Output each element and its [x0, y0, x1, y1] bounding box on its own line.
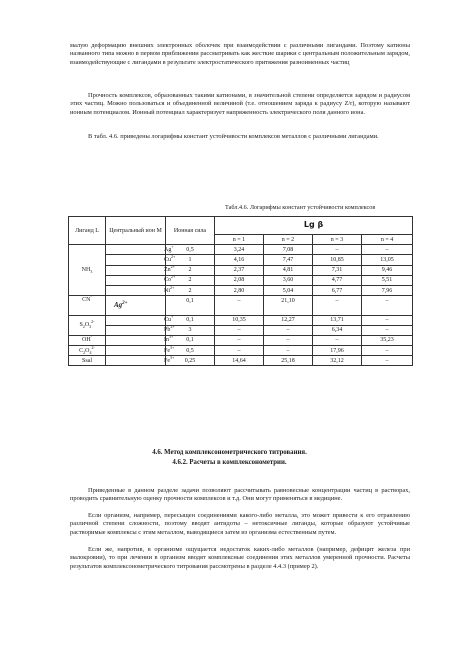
n1-cell: 2,08 — [215, 275, 264, 285]
table-caption: Табл.4.6. Логарифмы констант устойчивости комплексов — [225, 204, 376, 211]
ligand-nh3: $NH_3$ — [69, 245, 106, 296]
header-ligand: Лиганд L — [69, 217, 106, 245]
n3-cell: 6,77 — [313, 285, 362, 295]
n1-cell: – — [215, 335, 264, 345]
ligand-s2o3: $S_2O_3^{2-}$ — [69, 315, 106, 335]
n2-cell: 7,08 — [264, 245, 313, 255]
n4-cell: 5,51 — [362, 275, 413, 285]
n3-cell: 32,12 — [313, 356, 362, 366]
n3-cell: 17,96 — [313, 346, 362, 356]
table-header-row — [69, 217, 413, 235]
n1-cell: 14,64 — [215, 356, 264, 366]
n1-cell: 2,80 — [215, 285, 264, 295]
n3-cell: 10,85 — [313, 255, 362, 265]
lg-beta-symbol: Lg β — [303, 220, 324, 229]
table-row — [69, 315, 413, 325]
n3-cell: – — [313, 335, 362, 345]
mu-cell: 0,5 — [166, 346, 215, 356]
n4-cell: – — [362, 325, 413, 335]
subsection-heading: 4.6.2. Расчеты в комплексонометрии. — [172, 459, 287, 466]
n2-cell: 25,18 — [264, 356, 313, 366]
table-row — [69, 356, 413, 366]
n3-cell: 13,71 — [313, 315, 362, 325]
n2-cell: 3,60 — [264, 275, 313, 285]
stability-constants-table — [68, 216, 413, 366]
mu-cell: 0,5 — [166, 245, 215, 255]
table-row — [69, 325, 413, 335]
table-row — [69, 275, 413, 285]
n2-cell: 5,04 — [264, 285, 313, 295]
n1-cell: 3,24 — [215, 245, 264, 255]
n3-cell: – — [313, 245, 362, 255]
header-n1: n = 1 — [215, 235, 264, 245]
n2-cell: 12,27 — [264, 315, 313, 325]
n4-cell: – — [362, 356, 413, 366]
mu-cell: 0,1 — [166, 296, 215, 306]
mu-cell: 2 — [166, 265, 215, 275]
mu-cell: 0,25 — [166, 356, 215, 366]
paragraph-intro-continued: малую деформацию внешних электронных оболочек при взаимодействии с различными лигандами. Поэтому катионы названного типа можно в первом приближении рассматривать как жесткие шарики с центральным положительным зарядом, взаимодействующие с лигандами в результате электростатического притяжения разноименных частиц — [70, 42, 410, 66]
n4-cell: 35,23 — [362, 335, 413, 345]
ligand-c2o4: $C_2O_4^{2-}$ — [69, 346, 106, 356]
n4-cell: – — [362, 245, 413, 255]
mu-cell: 2 — [166, 275, 215, 285]
n1-cell: 10,35 — [215, 315, 264, 325]
ion-cell: $Pb^{2+}$ — [106, 325, 166, 335]
n1-cell: 2,37 — [215, 265, 264, 275]
mu-cell: 3 — [166, 325, 215, 335]
table-row — [69, 285, 413, 295]
paragraph-problems: Приведенные в данном разделе задачи позволяют рассчитывать равновесные концентрации частиц в растворах, проводить сравнительную оценку прочности комплексов и т.д. Они могут применяться в медицине. — [70, 487, 410, 503]
header-lg-beta — [215, 217, 413, 235]
paragraph-complex-strength: Прочность комплексов, образованных такими катионами, в значительной степени определяется зарядом и радиусом этих частиц. Можно пользоваться и объединенной величиной (т.е. отношением заряда к радиусу Z/r), которую называют ионным потенциалом. Ионный потенциал характеризует напряженность электрического поля данного иона. — [70, 92, 410, 116]
ion-cell: $Cu^{2+}$ — [106, 255, 166, 265]
mu-cell: 0,1 — [166, 315, 215, 325]
n4-cell: 13,05 — [362, 255, 413, 265]
paragraph-table-reference: В табл. 4.6. приведены логарифмы констант устойчивости комплексов металлов с различными лигандами. — [88, 133, 379, 140]
ion-cell: $In^{3+}$ — [106, 335, 166, 345]
table-row — [69, 296, 413, 306]
n2-cell: 7,47 — [264, 255, 313, 265]
paragraph-antidotes: Если организм, например, пересыщен соединениями какого-либо металла, это может привести к его отравлению различной степени сложности, поэтому вводят антидоты – нетоксичные лиганды, которые образуют устойчивые растворимые комплексы с этим металлом, выводящиеся затем из организма естественным путем. — [70, 512, 410, 536]
n3-cell: 7,31 — [313, 265, 362, 275]
ion-cell: Ag+ — [106, 245, 166, 255]
n2-cell: 4,81 — [264, 265, 313, 275]
table-row — [69, 335, 413, 345]
ion-cell-ag2: $Ag^{2+}$ — [106, 296, 166, 315]
n1-cell: – — [215, 346, 264, 356]
header-n2: n = 2 — [264, 235, 313, 245]
n1-cell: – — [215, 296, 264, 306]
mu-cell: 0,1 — [166, 335, 215, 345]
n4-cell: – — [362, 346, 413, 356]
header-n4: n = 4 — [362, 235, 413, 245]
n2-cell: 21,10 — [264, 296, 313, 306]
mu-cell: 1 — [166, 255, 215, 265]
ligand-ssal: Ssal — [69, 356, 106, 366]
n4-cell: 7,96 — [362, 285, 413, 295]
section-heading: 4.6. Метод комплексонометрического титрования. — [152, 449, 307, 456]
n4-cell: 9,46 — [362, 265, 413, 275]
header-central-ion: Центральный ион М — [106, 217, 166, 245]
table-row — [69, 255, 413, 265]
n4-cell: – — [362, 315, 413, 325]
n1-cell: 4,16 — [215, 255, 264, 265]
table-row — [69, 245, 413, 255]
header-n3: n = 3 — [313, 235, 362, 245]
ligand-cn: CN- — [69, 296, 106, 315]
table-row — [69, 346, 413, 356]
n1-cell: – — [215, 325, 264, 335]
n4-cell: – — [362, 296, 413, 306]
paragraph-deficiency: Если же, напротив, в организме ощущается недостаток каких-либо металлов (например, дефицит железа при малокровии), то при лечении в организм вводят комплексные соединения этих металлов умеренной прочности. Расчеты результатов комплексонометрического титрования рассмотрены в разделе 4.4.3 (пример 2). — [70, 546, 410, 570]
ion-cell: $Zn^{2+}$ — [106, 265, 166, 275]
mu-cell: 2 — [166, 285, 215, 295]
ligand-oh: OH- — [69, 335, 106, 345]
table-row — [69, 265, 413, 275]
ion-cell: $Fe^{3+}$ — [106, 356, 166, 366]
n2-cell: – — [264, 325, 313, 335]
header-ionic-strength: Ионная сила — [166, 217, 215, 245]
n3-cell: 4,77 — [313, 275, 362, 285]
n3-cell: – — [313, 296, 362, 306]
ion-cell: Cu+ — [106, 315, 166, 325]
ion-cell: $Ni^{2+}$ — [106, 285, 166, 295]
n2-cell: – — [264, 346, 313, 356]
n3-cell: 6,34 — [313, 325, 362, 335]
n2-cell: – — [264, 335, 313, 345]
ion-cell: $Co^{2+}$ — [106, 275, 166, 285]
ion-cell: $Fe^{3+}$ — [106, 346, 166, 356]
